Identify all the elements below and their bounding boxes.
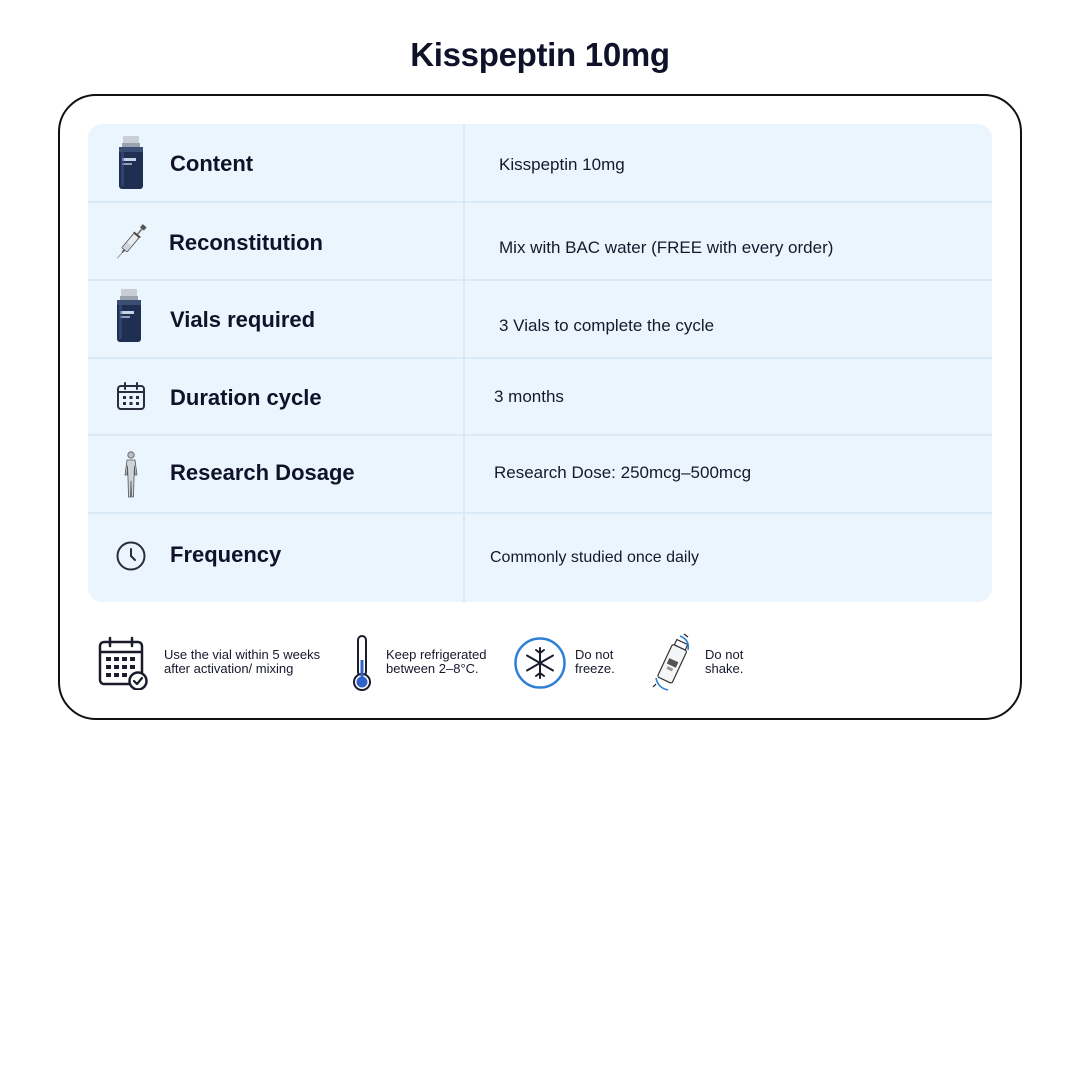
care-item-no-freeze bbox=[513, 632, 623, 696]
table-row bbox=[88, 124, 992, 203]
product-info-card bbox=[58, 94, 1022, 720]
table-row bbox=[88, 514, 992, 602]
care-text-line1: Keep refrigerated bbox=[386, 647, 487, 662]
vial-icon bbox=[114, 136, 148, 190]
care-text-line2: after activation/ mixing bbox=[164, 661, 294, 676]
row-value: Mix with BAC water (FREE with every order) bbox=[499, 238, 834, 257]
care-item-no-shake bbox=[650, 632, 760, 696]
row-value: Commonly studied once daily bbox=[490, 549, 699, 566]
care-text-line1: Use the vial within 5 weeks bbox=[164, 647, 321, 662]
row-value: 3 Vials to complete the cycle bbox=[499, 316, 715, 335]
clock-icon bbox=[114, 529, 148, 583]
care-text-line1: Do not bbox=[575, 647, 614, 662]
care-text-line1: Do not bbox=[705, 647, 744, 662]
table-row bbox=[88, 436, 992, 514]
care-item-use-within bbox=[98, 632, 328, 696]
row-value: 3 months bbox=[494, 387, 564, 406]
thermometer-icon bbox=[350, 634, 374, 697]
calendar-check-icon bbox=[98, 636, 150, 695]
row-label: Content bbox=[170, 151, 254, 176]
calendar-icon bbox=[114, 369, 148, 423]
table-row bbox=[88, 359, 992, 436]
care-item-refrigerate bbox=[350, 632, 500, 696]
page-title: Kisspeptin 10mg bbox=[410, 36, 670, 73]
human-body-icon bbox=[114, 448, 148, 502]
row-label: Research Dosage bbox=[170, 460, 355, 485]
care-text-line2: freeze. bbox=[575, 661, 615, 676]
row-value: Kisspeptin 10mg bbox=[499, 155, 625, 174]
row-label: Vials required bbox=[170, 307, 316, 332]
care-text-line2: between 2–8°C. bbox=[386, 661, 479, 676]
care-text-line2: shake. bbox=[705, 661, 744, 676]
snowflake-icon bbox=[513, 636, 567, 695]
spec-table bbox=[88, 124, 992, 602]
row-label: Reconstitution bbox=[169, 230, 323, 255]
row-label: Frequency bbox=[170, 542, 282, 567]
shake-vial-icon bbox=[650, 632, 696, 697]
row-value: Research Dose: 250mcg–500mcg bbox=[494, 463, 752, 482]
syringe-icon bbox=[114, 215, 148, 269]
vial-icon bbox=[112, 289, 146, 343]
table-row bbox=[88, 281, 992, 359]
table-row bbox=[88, 203, 992, 281]
row-label: Duration cycle bbox=[170, 385, 322, 410]
